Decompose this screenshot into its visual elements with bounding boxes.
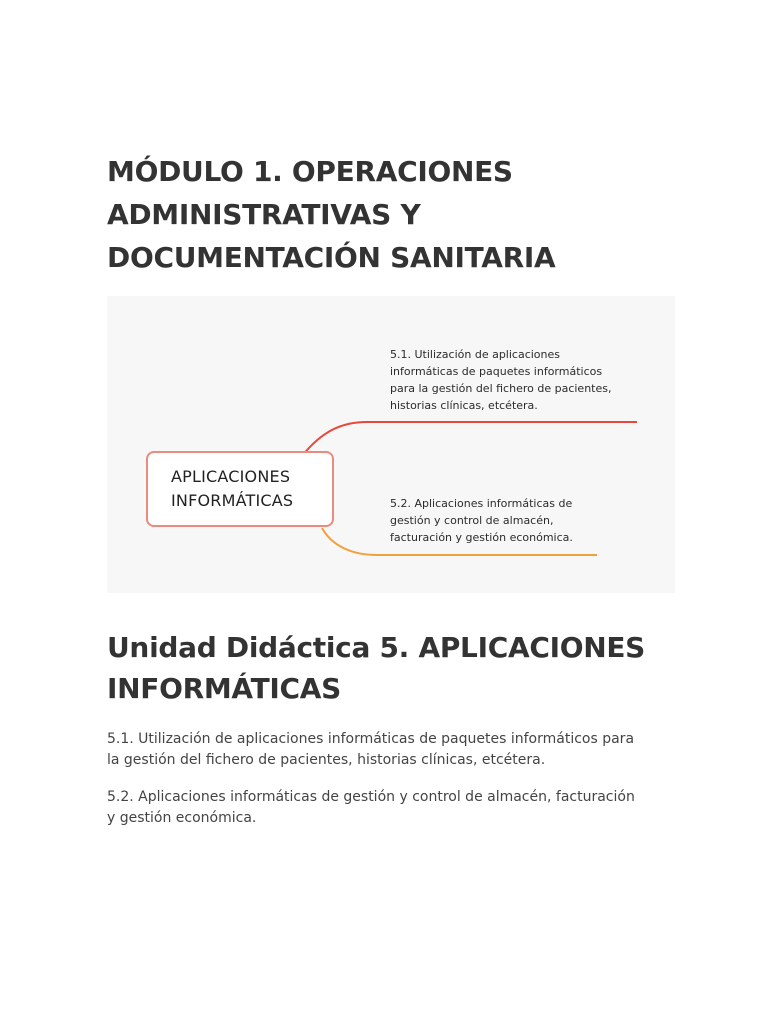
branch-2-line: 5.2. Aplicaciones informáticas de — [390, 497, 573, 510]
branch-1-line: historias clínicas, etcétera. — [390, 399, 538, 412]
mindmap-image — [107, 296, 675, 593]
branch-1-label — [390, 346, 640, 414]
branch-2-label — [390, 495, 600, 546]
mindmap-connectors — [107, 296, 675, 593]
unit-item-5-1: 5.1. Utilización de aplicaciones informáticas de paquetes informáticos para la gestión del fichero de pacientes, historias clínicas, etcétera. — [107, 731, 635, 768]
central-node-line-2: INFORMÁTICAS — [171, 491, 294, 510]
module-title: MÓDULO 1. OPERACIONES ADMINISTRATIVAS Y DOCUMENTACIÓN SANITARIA — [107, 155, 556, 274]
unit-title: Unidad Didáctica 5. APLICACIONES INFORMÁTICAS — [107, 631, 646, 705]
branch-1-line: para la gestión del fichero de pacientes, — [390, 382, 612, 395]
branch-1-line: 5.1. Utilización de aplicaciones — [390, 348, 561, 361]
branch-1-connector — [302, 422, 637, 456]
central-node-line-1: APLICACIONES — [171, 467, 291, 486]
branch-2-line: gestión y control de almacén, — [390, 514, 554, 527]
branch-2-line: facturación y gestión económica. — [390, 531, 573, 544]
branch-1-line: informáticas de paquetes informáticos — [390, 365, 603, 378]
unit-item-5-2: 5.2. Aplicaciones informáticas de gestión y control de almacén, facturación y gestión económica. — [107, 789, 635, 826]
central-node — [146, 451, 334, 527]
